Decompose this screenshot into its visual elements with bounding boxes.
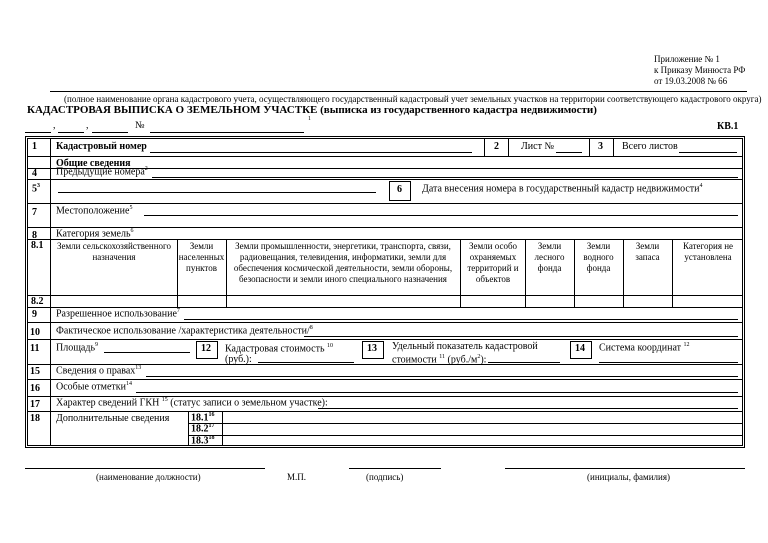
appendix-line-1: Приложение № 1	[654, 54, 720, 64]
appendix-block	[654, 54, 745, 87]
coord-system-line[interactable]	[599, 362, 738, 363]
date-year-line	[92, 132, 128, 133]
special-marks-label: Особые отметки$^{14}$	[56, 381, 132, 393]
date-sep-2: ,	[86, 120, 89, 131]
row12-num: 12	[201, 343, 211, 354]
page-title: КАДАСТРОВАЯ ВЫПИСКА О ЗЕМЕЛЬНОМ УЧАСТКЕ (выписка из государственного кадастра недвижимости)	[27, 104, 597, 116]
permitted-use-line[interactable]	[184, 319, 738, 320]
additional-info-label: Дополнительные сведения	[56, 413, 170, 424]
name-line[interactable]	[505, 468, 745, 469]
row81-bottom	[27, 295, 743, 296]
row10-bottom	[27, 339, 743, 340]
actual-use-line[interactable]	[304, 336, 738, 337]
previous-numbers-line[interactable]	[152, 177, 738, 178]
doc-number-line	[150, 132, 304, 133]
row18-num: 18	[30, 413, 40, 424]
category-industry: Земли промышленности, энергетики, транспорта, связи, радиовещания, телевидения, информатики, земли для обеспечения космической деятельности, земли обороны, безопасности и земли иного специального назначения	[233, 241, 453, 284]
row1-div-a	[484, 138, 485, 156]
coord-system-label: Система координат $^{12}$	[599, 342, 690, 354]
row1-num: 1	[32, 141, 37, 152]
row7-bottom	[27, 227, 743, 228]
stamp-caption: М.П.	[287, 472, 307, 482]
row18-2-bottom	[188, 435, 743, 436]
general-info-heading: Общие сведения	[56, 158, 131, 169]
row18-div-a	[188, 411, 189, 446]
row18-1-num: 18.1$^{16}$	[191, 412, 215, 424]
row1-num3: 3	[598, 141, 603, 152]
category-forest: Земли лесного фонда	[534, 241, 565, 273]
date-sep-1: ,	[53, 120, 56, 131]
cat-div-6	[623, 239, 624, 307]
row82-num: 8.2	[31, 296, 44, 307]
signature-caption: (подпись)	[366, 472, 404, 482]
row14-num: 14	[575, 343, 585, 354]
specific-cost-line[interactable]	[488, 362, 560, 363]
row7-num: 7	[32, 207, 37, 218]
cat-div-5	[574, 239, 575, 307]
position-caption: (наименование должности)	[96, 472, 201, 482]
row4-bottom	[27, 179, 743, 180]
category-agricultural: Земли сельскохозяйственного назначения	[56, 241, 172, 262]
sheet-label: Лист №	[521, 141, 554, 152]
row11-num: 11	[30, 343, 40, 354]
doc-number-sup: 1	[308, 116, 311, 122]
category-protected: Земли особо охраняемых территорий и объектов	[467, 241, 519, 284]
cadastral-cost-line[interactable]	[258, 362, 354, 363]
total-sheets-line[interactable]	[679, 152, 737, 153]
row15-num: 15	[30, 366, 40, 377]
cat-div-3	[460, 239, 461, 307]
cat-div-2	[226, 239, 227, 307]
row1-div-b	[508, 138, 509, 156]
cat-div-4	[525, 239, 526, 307]
row81-num: 8.1	[31, 240, 44, 251]
doc-number-label: №	[135, 120, 145, 131]
row13-num: 13	[367, 343, 377, 354]
row5-bottom	[27, 203, 743, 204]
row9-label: Разрешенное использование$^7$	[56, 308, 180, 320]
gkn-status-label: Характер сведений ГКН $^{15}$ (статус записи о земельном участке):	[56, 397, 328, 409]
signature-line[interactable]	[349, 468, 441, 469]
special-marks-line[interactable]	[136, 392, 738, 393]
row6-label: Дата внесения номера в государственный кадастр недвижимости$^4$	[422, 183, 703, 195]
row6-num: 6	[397, 184, 402, 195]
total-sheets-label: Всего листов	[622, 141, 678, 152]
row9-num: 9	[32, 309, 37, 320]
row8-label: Категория земель$^6$	[56, 228, 134, 240]
row1-div-d	[613, 138, 614, 156]
cat-div-7	[672, 239, 673, 307]
name-caption: (инициалы, фамилия)	[587, 472, 670, 482]
appendix-line-3: от 19.03.2008 № 66	[654, 76, 728, 86]
row5-value-line[interactable]	[58, 192, 376, 193]
row18-2-num: 18.2$^{17}$	[191, 423, 215, 435]
row18-1-bottom	[188, 423, 743, 424]
row1-bottom	[27, 156, 743, 157]
area-line[interactable]	[104, 352, 190, 353]
category-settlements: Земли населенных пунктов	[178, 241, 225, 273]
location-line[interactable]	[144, 215, 738, 216]
row8-num: 8	[32, 230, 37, 241]
rights-label: Сведения о правах$^{13}$	[56, 365, 142, 377]
row7-label: Местоположение$^5$	[56, 205, 133, 217]
row9-bottom	[27, 322, 743, 323]
row15-bottom	[27, 379, 743, 380]
row1-num2: 2	[494, 141, 499, 152]
row17-num: 17	[30, 399, 40, 410]
date-month-line	[58, 132, 84, 133]
category-water: Земли водного фонда	[583, 241, 614, 273]
row4-num: 4	[32, 168, 37, 179]
cadastral-cost-label: Кадастровая стоимость $^{10}$ (руб.):	[225, 343, 334, 366]
sheet-number-line[interactable]	[556, 152, 582, 153]
num-col-divider	[50, 138, 51, 446]
area-label: Площадь$^9$	[56, 342, 98, 354]
org-name-line	[50, 91, 747, 92]
row4-label: Предыдущие номера$^2$	[56, 166, 148, 178]
position-line[interactable]	[25, 468, 265, 469]
category-reserve: Земли запаса	[635, 241, 660, 262]
gkn-status-line[interactable]	[318, 408, 738, 409]
date-day-line	[25, 132, 51, 133]
form-code: КВ.1	[717, 121, 739, 132]
row18-div-b	[222, 411, 223, 446]
org-caption: (полное наименование органа кадастрового учета, осуществляющего государственный кадастровый учет земельных участков на территории соответствующего кадастрового округа)	[64, 94, 762, 104]
row5-num: $5^3$	[32, 183, 40, 195]
row1-label: Кадастровый номер	[56, 141, 147, 152]
category-not-set: Категория не установлена	[682, 241, 734, 262]
rights-line[interactable]	[146, 376, 738, 377]
row10-label: Фактическое использование /характеристика деятельности/$^8$	[56, 325, 313, 337]
cadastral-number-line[interactable]	[150, 152, 472, 153]
row18-3-num: 18.3$^{18}$	[191, 435, 215, 447]
row8-bottom	[27, 239, 743, 240]
row16-num: 16	[30, 383, 40, 394]
row1-div-c	[589, 138, 590, 156]
row10-num: 10	[30, 327, 40, 338]
row17-bottom	[27, 411, 743, 412]
appendix-line-2: к Приказу Минюста РФ	[654, 65, 746, 75]
specific-cost-label: Удельный показатель кадастровой стоимости $^{11}$ $(руб./м^2)$:	[392, 341, 538, 366]
